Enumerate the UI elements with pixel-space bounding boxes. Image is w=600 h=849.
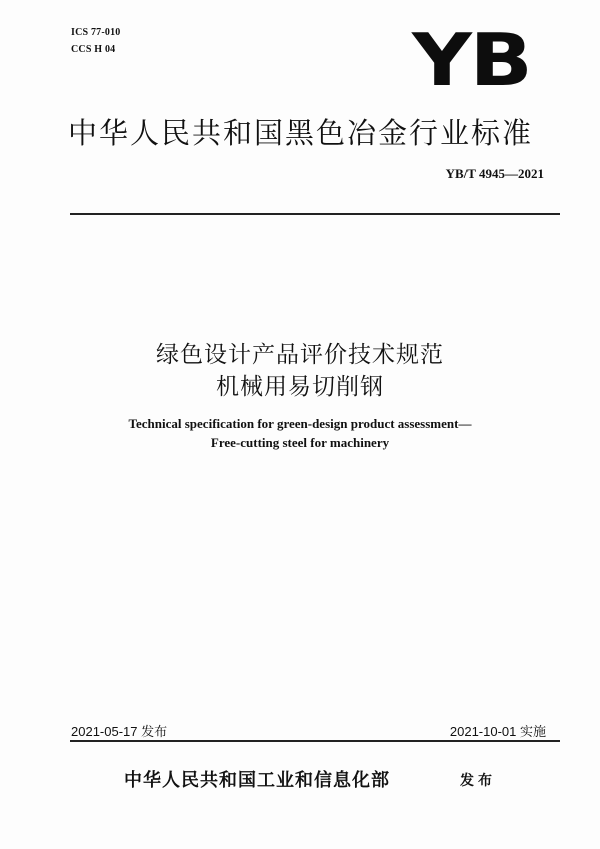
ics-code: ICS 77-010 <box>71 27 121 38</box>
standard-number: YB/T 4945—2021 <box>445 166 544 181</box>
standard-category-title: 中华人民共和国黑色冶金行业标准 <box>68 116 534 150</box>
top-divider <box>70 213 560 215</box>
chinese-title-line-2: 机械用易切削钢 <box>216 374 384 400</box>
english-title-line-2: Free-cutting steel for machinery <box>210 435 390 450</box>
bottom-divider <box>70 740 560 742</box>
english-title-line-1: Technical specification for green-design product assessment— <box>128 416 472 431</box>
implementation-date: 2021-10-01 实施 <box>449 724 546 739</box>
publisher-name: 中华人民共和国工业和信息化部 <box>124 770 390 791</box>
yb-logo: YB <box>412 18 531 102</box>
publish-label: 发布 <box>460 773 496 789</box>
chinese-title-line-1: 绿色设计产品评价技术规范 <box>156 342 444 368</box>
issue-date: 2021-05-17 发布 <box>71 724 168 739</box>
ccs-code: CCS H 04 <box>71 44 116 55</box>
